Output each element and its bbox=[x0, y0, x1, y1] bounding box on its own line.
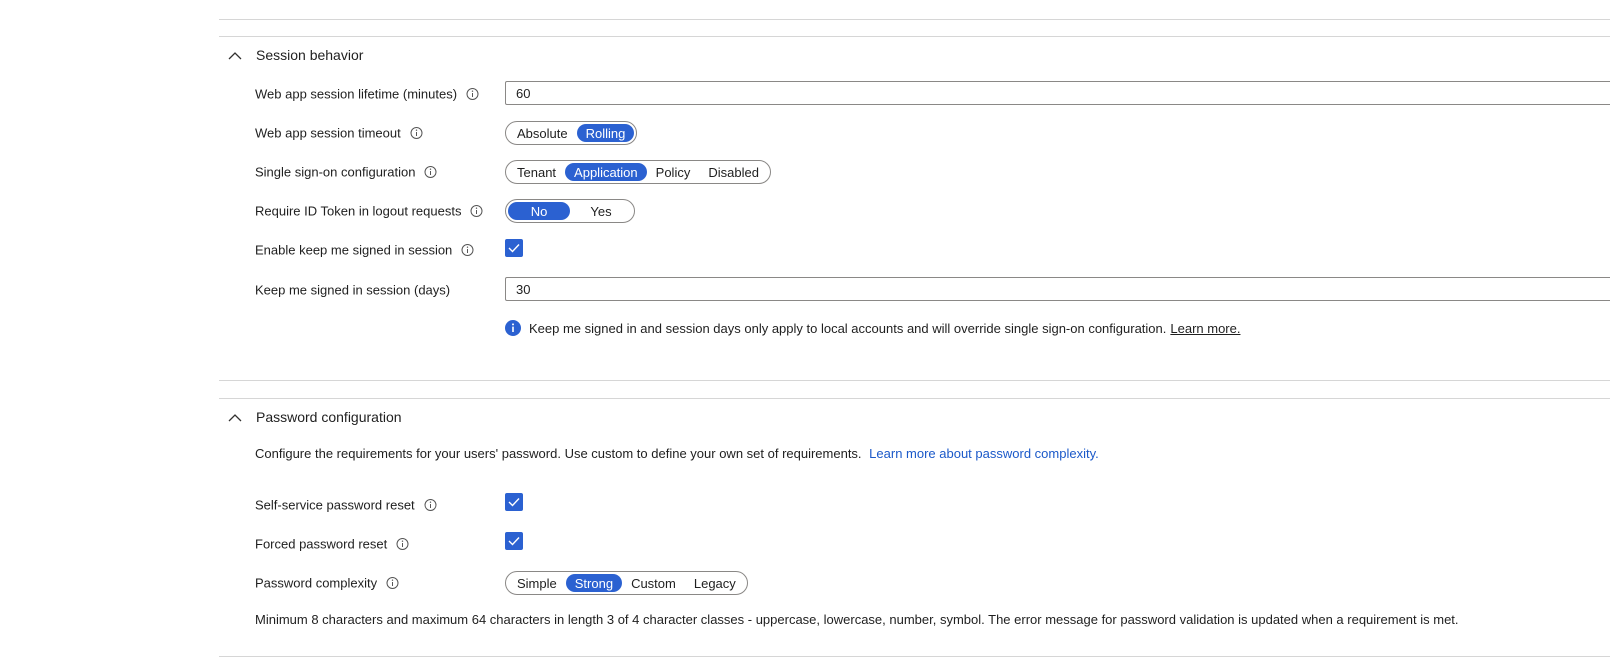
kmsi-label: Enable keep me signed in session bbox=[255, 242, 453, 258]
kmsi-days-input[interactable] bbox=[505, 277, 1610, 301]
checkmark-icon bbox=[508, 497, 520, 507]
learn-more-link[interactable]: Learn more. bbox=[1170, 320, 1241, 336]
password-description bbox=[255, 446, 1099, 461]
sspr-checkbox[interactable] bbox=[505, 493, 523, 511]
option-policy[interactable]: Policy bbox=[655, 164, 691, 180]
kmsi-notice bbox=[505, 320, 1240, 336]
info-icon[interactable] bbox=[466, 88, 479, 101]
info-icon[interactable] bbox=[386, 577, 399, 590]
info-icon[interactable] bbox=[424, 499, 437, 512]
checkmark-icon bbox=[508, 243, 520, 253]
sspr-label: Self-service password reset bbox=[255, 497, 415, 513]
section-title: Session behavior bbox=[256, 47, 364, 63]
divider bbox=[219, 398, 1610, 399]
option-no[interactable]: No bbox=[508, 202, 570, 220]
option-legacy[interactable]: Legacy bbox=[693, 575, 736, 591]
kmsi-days-label: Keep me signed in session (days) bbox=[255, 282, 451, 298]
session-lifetime-input[interactable] bbox=[505, 81, 1610, 105]
session-lifetime-label: Web app session lifetime (minutes) bbox=[255, 86, 458, 102]
password-complexity-link[interactable]: Learn more about password complexity. bbox=[869, 446, 1099, 461]
password-complexity-row bbox=[255, 570, 1610, 596]
checkmark-icon bbox=[508, 536, 520, 546]
kmsi-checkbox[interactable] bbox=[505, 239, 523, 257]
password-complexity-label: Password complexity bbox=[255, 575, 378, 591]
section-header-password-configuration[interactable] bbox=[228, 409, 402, 425]
info-icon[interactable] bbox=[461, 244, 474, 257]
notice-text: Keep me signed in and session days only apply to local accounts and will override single sign-on configuration. bbox=[529, 320, 1167, 336]
id-token-row bbox=[255, 198, 1610, 224]
session-timeout-label: Web app session timeout bbox=[255, 125, 401, 141]
info-filled-icon bbox=[505, 320, 521, 336]
sso-label: Single sign-on configuration bbox=[255, 164, 416, 180]
divider bbox=[219, 19, 1610, 20]
id-token-label: Require ID Token in logout requests bbox=[255, 203, 462, 219]
kmsi-days-row bbox=[255, 277, 1610, 303]
option-strong[interactable]: Strong bbox=[566, 574, 622, 592]
option-absolute[interactable]: Absolute bbox=[517, 125, 568, 141]
option-application[interactable]: Application bbox=[565, 163, 647, 181]
section-header-session-behavior[interactable] bbox=[228, 47, 363, 63]
kmsi-row bbox=[255, 237, 1610, 263]
id-token-toggle bbox=[505, 199, 635, 223]
sso-row bbox=[255, 159, 1610, 185]
option-custom[interactable]: Custom bbox=[631, 575, 676, 591]
option-tenant[interactable]: Tenant bbox=[517, 164, 557, 180]
password-complexity-toggle bbox=[505, 571, 748, 595]
forced-reset-row bbox=[255, 531, 1610, 557]
info-icon[interactable] bbox=[424, 166, 437, 179]
session-timeout-row bbox=[255, 120, 1610, 146]
option-rolling[interactable]: Rolling bbox=[577, 124, 635, 142]
sspr-row bbox=[255, 492, 1610, 518]
password-description-text: Configure the requirements for your users' password. Use custom to define your own set of requirements. bbox=[255, 446, 862, 461]
password-rule-text: Minimum 8 characters and maximum 64 characters in length 3 of 4 character classes - uppercase, lowercase, number, symbol. The error message for password validation is updated when a requirement is met. bbox=[255, 612, 1459, 627]
session-lifetime-row bbox=[255, 81, 1610, 107]
option-simple[interactable]: Simple bbox=[517, 575, 557, 591]
option-disabled[interactable]: Disabled bbox=[708, 164, 759, 180]
info-icon[interactable] bbox=[410, 127, 423, 140]
divider bbox=[219, 36, 1610, 37]
divider bbox=[219, 656, 1610, 657]
forced-reset-checkbox[interactable] bbox=[505, 532, 523, 550]
section-title: Password configuration bbox=[256, 409, 402, 425]
divider bbox=[219, 380, 1610, 381]
chevron-up-icon bbox=[228, 410, 248, 424]
session-timeout-toggle bbox=[505, 121, 637, 145]
info-icon[interactable] bbox=[396, 538, 409, 551]
forced-reset-label: Forced password reset bbox=[255, 536, 388, 552]
sso-toggle bbox=[505, 160, 771, 184]
option-yes[interactable]: Yes bbox=[590, 203, 612, 219]
info-icon[interactable] bbox=[470, 205, 483, 218]
chevron-up-icon bbox=[228, 48, 248, 62]
